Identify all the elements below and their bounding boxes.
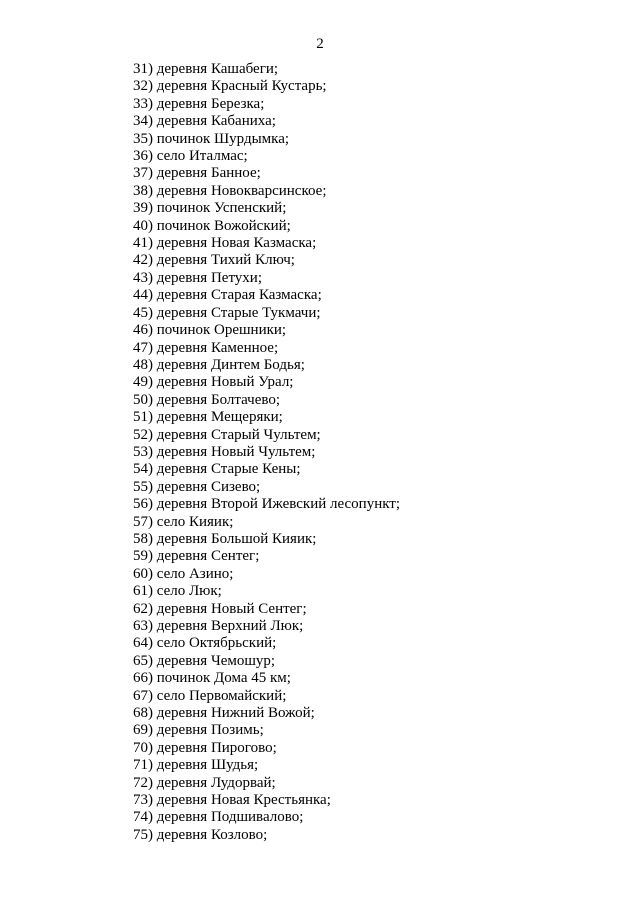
list-item: 35) починок Шурдымка; bbox=[133, 130, 290, 147]
list-item: 31) деревня Кашабеги; bbox=[133, 61, 279, 77]
list-item: 66) починок Дома 45 км; bbox=[133, 670, 291, 687]
settlement-list bbox=[133, 61, 400, 844]
list-item: 32) деревня Красный Кустарь; bbox=[133, 78, 327, 95]
list-item: 49) деревня Новый Урал; bbox=[133, 374, 294, 391]
list-item: 47) деревня Каменное; bbox=[133, 339, 279, 356]
list-item: 36) село Италмас; bbox=[133, 148, 248, 165]
list-item: 42) деревня Тихий Ключ; bbox=[133, 252, 295, 269]
list-item: 61) село Люк; bbox=[133, 583, 222, 600]
list-item: 75) деревня Козлово; bbox=[133, 826, 268, 843]
list-item: 46) починок Орешники; bbox=[133, 322, 287, 339]
list-item: 39) починок Успенский; bbox=[133, 200, 287, 217]
list-item: 51) деревня Мещеряки; bbox=[133, 409, 283, 426]
list-item: 53) деревня Новый Чультем; bbox=[133, 443, 316, 460]
list-item: 74) деревня Подшивалово; bbox=[133, 809, 304, 826]
list-item: 33) деревня Березка; bbox=[133, 95, 265, 112]
list-item: 57) село Кияик; bbox=[133, 513, 234, 530]
list-item: 55) деревня Сизево; bbox=[133, 478, 261, 495]
list-item: 70) деревня Пирогово; bbox=[133, 739, 277, 756]
list-item: 69) деревня Позимь; bbox=[133, 722, 264, 739]
list-item: 65) деревня Чемошур; bbox=[133, 652, 276, 669]
list-item: 58) деревня Большой Кияик; bbox=[133, 530, 317, 547]
list-item: 68) деревня Нижний Вожой; bbox=[133, 705, 315, 722]
list-item: 60) село Азино; bbox=[133, 565, 234, 582]
list-item: 63) деревня Верхний Люк; bbox=[133, 618, 304, 634]
list-item: 38) деревня Новокварсинское; bbox=[133, 182, 327, 199]
list-item: 43) деревня Петухи; bbox=[133, 269, 262, 286]
list-item: 44) деревня Старая Казмаска; bbox=[133, 287, 322, 304]
list-item: 56) деревня Второй Ижевский лесопункт; bbox=[133, 496, 401, 513]
page-number: 2 bbox=[316, 36, 324, 52]
list-item: 72) деревня Лудорвай; bbox=[133, 774, 276, 791]
list-item: 71) деревня Шудья; bbox=[133, 757, 259, 774]
list-item: 48) деревня Динтем Бодья; bbox=[133, 356, 305, 373]
list-item: 52) деревня Старый Чультем; bbox=[133, 426, 321, 443]
list-item: 40) починок Вожойский; bbox=[133, 217, 291, 234]
list-item: 67) село Первомайский; bbox=[133, 687, 287, 704]
list-item: 73) деревня Новая Крестьянка; bbox=[133, 792, 331, 809]
list-item: 50) деревня Болтачево; bbox=[133, 391, 280, 408]
list-item: 62) деревня Новый Сентег; bbox=[133, 600, 307, 617]
list-item: 59) деревня Сентег; bbox=[133, 548, 260, 565]
list-item: 34) деревня Кабаниха; bbox=[133, 113, 276, 130]
list-item: 45) деревня Старые Тукмачи; bbox=[133, 304, 321, 321]
list-item: 54) деревня Старые Кены; bbox=[133, 461, 301, 478]
list-item: 37) деревня Банное; bbox=[133, 165, 261, 182]
list-item: 41) деревня Новая Казмаска; bbox=[133, 235, 317, 252]
list-item: 64) село Октябрьский; bbox=[133, 635, 277, 652]
